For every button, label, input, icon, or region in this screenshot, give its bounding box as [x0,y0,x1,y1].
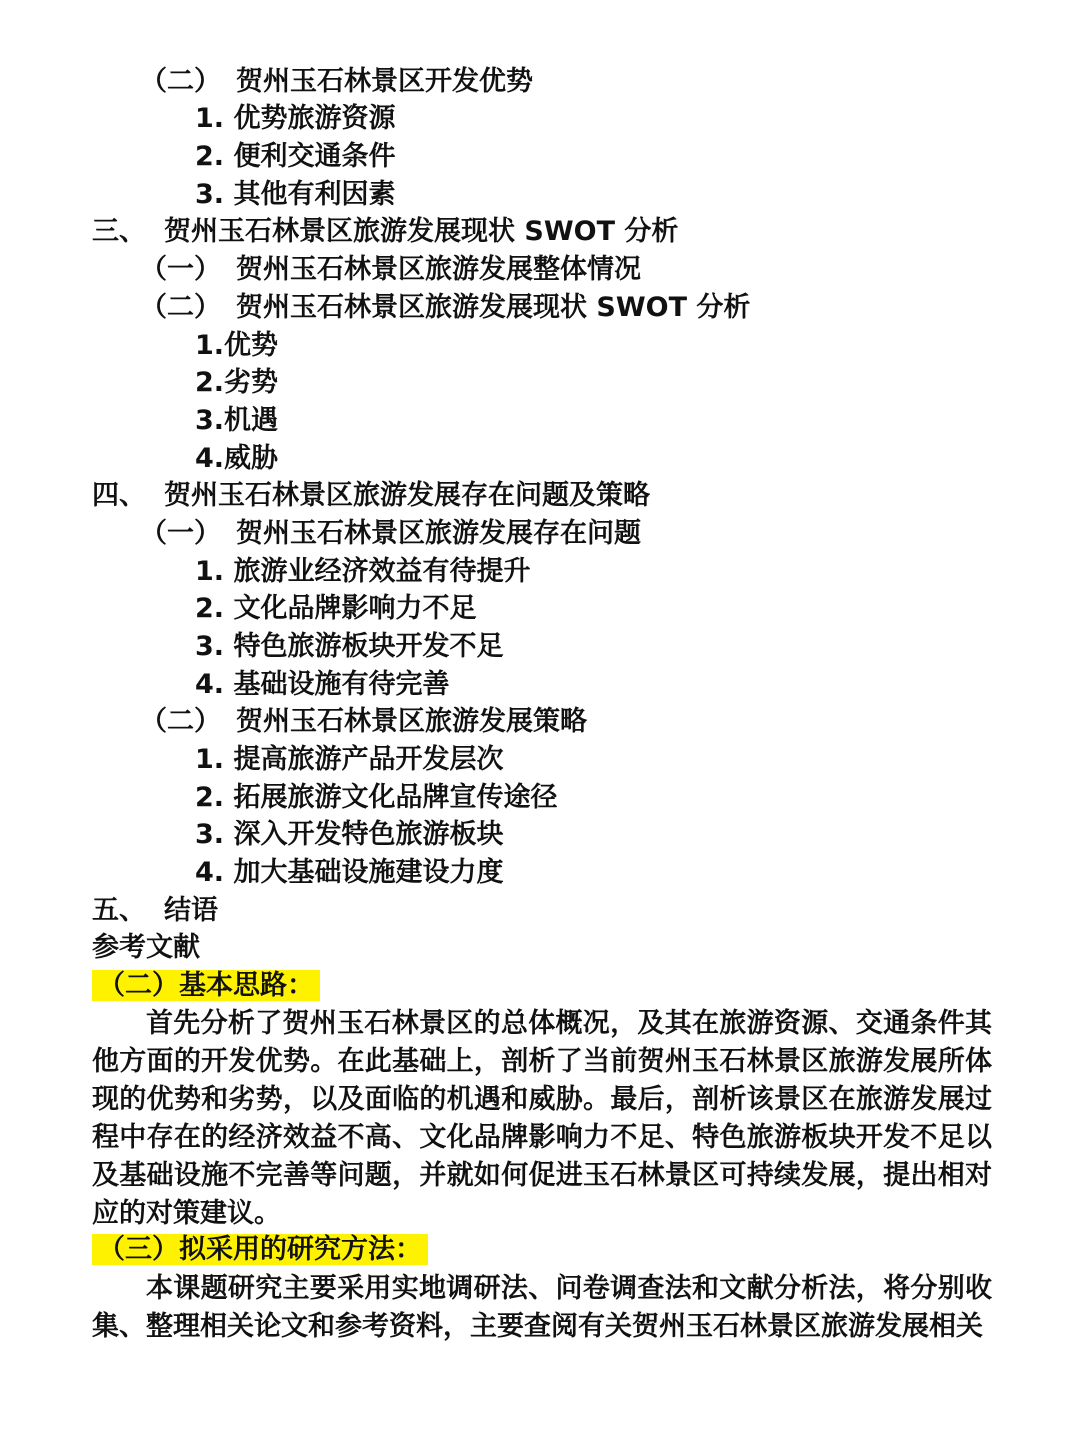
highlighted-heading: （二）基本思路： [92,970,320,1001]
outline-item [195,780,557,816]
paragraph-method [92,1270,992,1346]
outline-item [140,704,587,740]
outline-text: 1. 旅游业经济效益有待提升 [195,556,531,587]
outline-text: 2. 便利交通条件 [195,141,396,172]
section-heading-method [92,1232,428,1268]
outline-number: 四、 [92,480,146,511]
outline-text: 贺州玉石林景区旅游发展存在问题及策略 [164,480,650,511]
outline-item [195,667,449,703]
outline-number: （二） [140,66,221,97]
outline-item [195,177,395,213]
outline-text: 贺州玉石林景区旅游发展存在问题 [236,518,641,549]
paragraph-line: 本课题研究主要采用实地调研法、问卷调查法和文献分析法，将分别收 [146,1273,992,1304]
outline-text: 4. 基础设施有待完善 [195,669,450,700]
outline-item [195,101,395,137]
outline-item [92,478,650,514]
outline-text: 3.机遇 [195,405,279,436]
paragraph-basic [92,1005,992,1233]
outline-item [92,893,218,929]
paragraph-line: 程中存在的经济效益不高、文化品牌影响力不足、特色旅游板块开发不足以 [92,1122,992,1153]
outline-item [92,214,678,250]
outline-item [92,930,200,966]
outline-text: 贺州玉石林景区旅游发展整体情况 [236,254,641,285]
outline-text: 贺州玉石林景区开发优势 [236,66,533,97]
outline-number: 三、 [92,216,146,247]
outline-item [195,441,278,477]
paragraph-line: 及基础设施不完善等问题，并就如何促进玉石林景区可持续发展，提出相对 [92,1160,992,1191]
outline-text: 1. 优势旅游资源 [195,103,396,134]
paragraph-line: 应的对策建议。 [92,1198,281,1229]
outline-text: 2. 拓展旅游文化品牌宣传途径 [195,782,558,813]
outline-number: （二） [140,706,221,737]
outline-item [195,403,278,439]
outline-item [140,516,641,552]
outline-text: 4. 加大基础设施建设力度 [195,857,504,888]
outline-item [195,365,278,401]
paragraph-line: 他方面的开发优势。在此基础上，剖析了当前贺州玉石林景区旅游发展所体 [92,1046,992,1077]
outline-text: 4.威胁 [195,443,279,474]
outline-number: （二） [140,292,221,323]
outline-text: 1.优势 [195,330,279,361]
outline-text: 参考文献 [92,932,200,963]
outline-text: 2.劣势 [195,367,279,398]
outline-item [195,855,503,891]
outline-text: 贺州玉石林景区旅游发展现状 SWOT 分析 [236,292,751,323]
outline-text: 2. 文化品牌影响力不足 [195,593,477,624]
outline-text: 结语 [164,895,218,926]
outline-text: 3. 深入开发特色旅游板块 [195,819,504,850]
highlighted-heading: （三）拟采用的研究方法： [92,1234,428,1265]
outline-item [195,328,278,364]
paragraph-line: 集、整理相关论文和参考资料，主要查阅有关贺州玉石林景区旅游发展相关 [92,1311,983,1342]
outline-item [140,290,750,326]
outline-item [140,252,641,288]
outline-text: 3. 特色旅游板块开发不足 [195,631,504,662]
outline-text: 1. 提高旅游产品开发层次 [195,744,504,775]
outline-text: 贺州玉石林景区旅游发展现状 SWOT 分析 [164,216,679,247]
outline-item [195,817,503,853]
outline-number: （一） [140,254,221,285]
outline-item [195,742,503,778]
outline-text: 3. 其他有利因素 [195,179,396,210]
outline-number: （一） [140,518,221,549]
outline-item [195,629,503,665]
outline-item [195,139,395,175]
paragraph-line: 首先分析了贺州玉石林景区的总体概况，及其在旅游资源、交通条件其 [146,1008,992,1039]
outline-text: 贺州玉石林景区旅游发展策略 [236,706,587,737]
outline-number: 五、 [92,895,146,926]
paragraph-line: 现的优势和劣势，以及面临的机遇和威胁。最后，剖析该景区在旅游发展过 [92,1084,992,1115]
outline-item [140,64,533,100]
outline-item [195,554,530,590]
section-heading-basic [92,968,320,1004]
outline-item [195,591,476,627]
